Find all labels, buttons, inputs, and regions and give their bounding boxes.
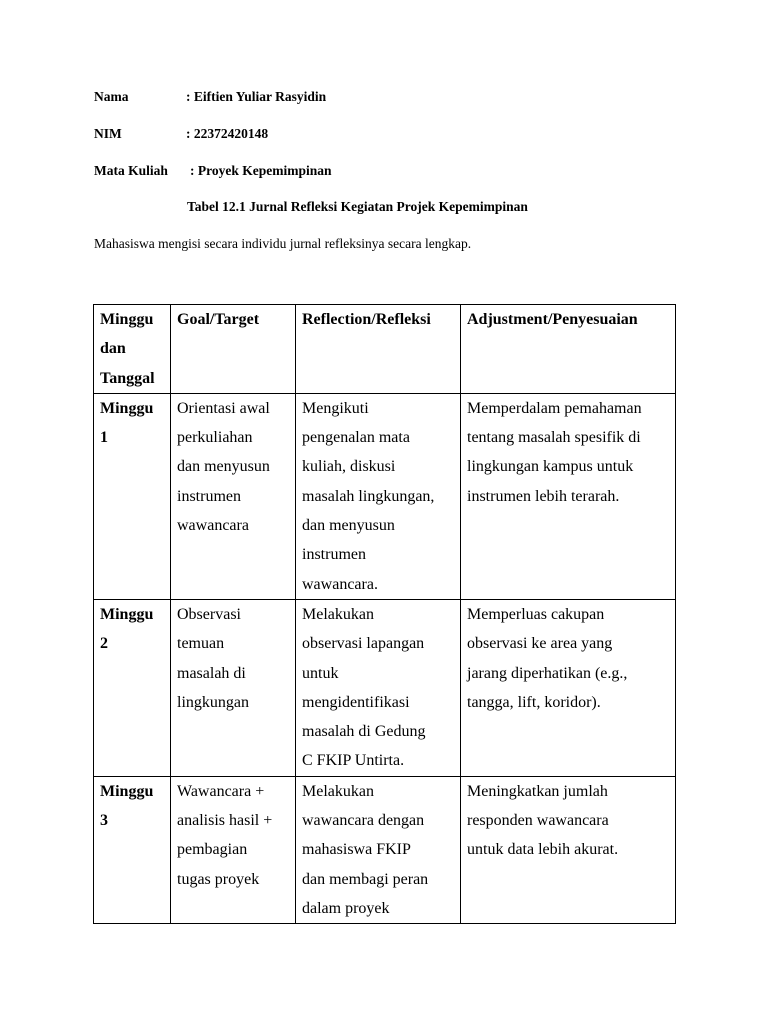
nim-label: NIM [94, 126, 122, 141]
reflection-text: Melakukan observasi lapangan untuk mengidentifikasi masalah di Gedung C FKIP Untirta. [302, 605, 426, 770]
name-label: Nama [94, 89, 129, 104]
reflection-cell [296, 776, 461, 923]
week-text: Minggu 3 [100, 782, 154, 830]
week-text: Minggu 1 [100, 399, 154, 447]
week-text: Minggu 2 [100, 605, 154, 653]
adjustment-cell [461, 776, 676, 923]
instruction-text: Mahasiswa mengisi secara individu jurnal refleksinya secara lengkap. [94, 236, 472, 251]
goal-cell [171, 776, 296, 923]
goal-text: Wawancara + analisis hasil + pembagian tugas proyek [177, 782, 273, 888]
table-title: Tabel 12.1 Jurnal Refleksi Kegiatan Projek Kepemimpinan [187, 199, 528, 214]
course-label: Mata Kuliah [94, 163, 168, 178]
header-adjustment-text: Adjustment/Penyesuaian [467, 311, 638, 328]
table-header-row [94, 305, 676, 394]
adjustment-cell [461, 599, 676, 776]
adjustment-text: Memperluas cakupan observasi ke area yang jarang diperhatikan (e.g., tangga, lift, koridor). [467, 605, 628, 711]
header-reflection-text: Reflection/Refleksi [302, 311, 431, 328]
name-row [94, 89, 327, 105]
header-goal-target-text: Goal/Target [177, 311, 260, 328]
course-value: : Proyek Kepemimpinan [190, 163, 332, 178]
table-row [94, 776, 676, 923]
reflection-cell [296, 393, 461, 599]
goal-text: Orientasi awal perkuliahan dan menyusun instrumen wawancara [177, 399, 270, 535]
reflection-cell [296, 599, 461, 776]
adjustment-text: Meningkatkan jumlah responden wawancara untuk data lebih akurat. [467, 782, 619, 859]
header-week-date-text: Minggu dan Tanggal [100, 311, 155, 387]
table-row [94, 393, 676, 599]
goal-text: Observasi temuan masalah di lingkungan [177, 605, 249, 711]
name-value: : Eiftien Yuliar Rasyidin [186, 89, 327, 104]
table-row [94, 599, 676, 776]
adjustment-text: Memperdalam pemahaman tentang masalah spesifik di lingkungan kampus untuk instrumen lebih terarah. [467, 399, 642, 505]
reflection-journal-table [93, 304, 676, 924]
header-week-date [94, 305, 171, 394]
header-goal-target [171, 305, 296, 394]
reflection-text: Mengikuti pengenalan mata kuliah, diskusi masalah lingkungan, dan menyusun instrumen wawancara. [302, 399, 435, 593]
week-cell [94, 393, 171, 599]
week-cell [94, 776, 171, 923]
week-cell [94, 599, 171, 776]
goal-cell [171, 599, 296, 776]
header-adjustment [461, 305, 676, 394]
nim-row [94, 126, 269, 142]
course-row [94, 163, 332, 179]
adjustment-cell [461, 393, 676, 599]
nim-value: : 22372420148 [186, 126, 269, 141]
header-reflection [296, 305, 461, 394]
goal-cell [171, 393, 296, 599]
reflection-text: Melakukan wawancara dengan mahasiswa FKIP dan membagi peran dalam proyek [302, 782, 429, 917]
